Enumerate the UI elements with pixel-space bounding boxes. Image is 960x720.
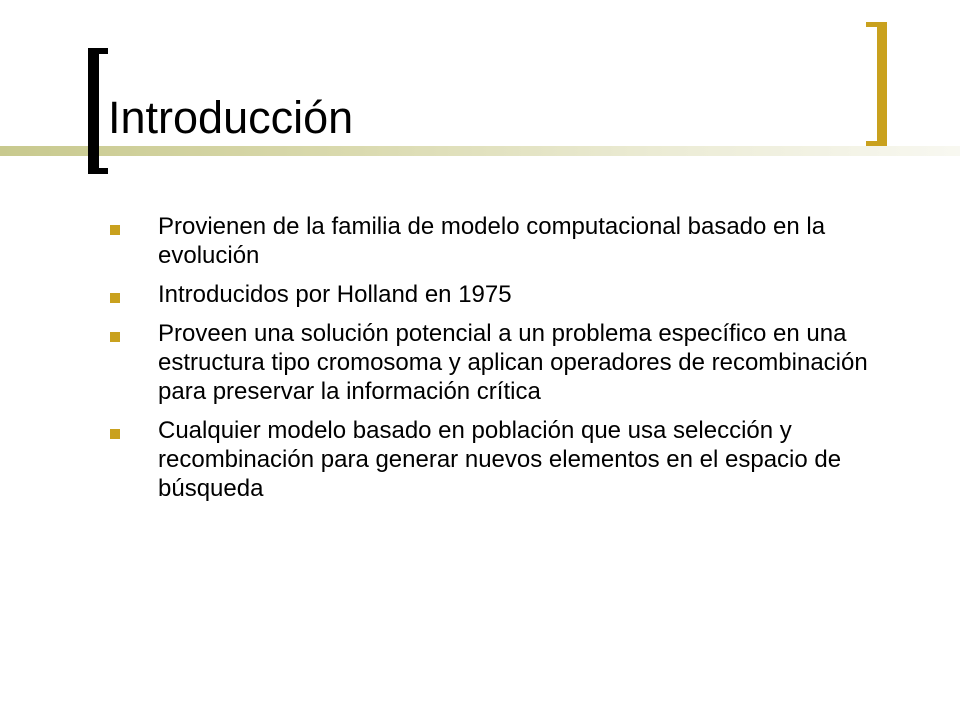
square-bullet-icon	[110, 332, 120, 342]
square-bullet-icon	[110, 293, 120, 303]
bullet-text: Provienen de la familia de modelo computacional basado en la evolución	[158, 213, 826, 269]
slide-title: Introducción	[108, 92, 354, 143]
bullet-item	[110, 319, 870, 406]
square-bullet-icon	[110, 225, 120, 235]
left-bracket-decoration	[88, 48, 108, 174]
square-bullet-icon	[110, 429, 120, 439]
bullet-text: Proveen una solución potencial a un problema específico en una estructura tipo cromosoma y aplican operadores de recombinación para preservar la información crítica	[158, 320, 868, 405]
bullet-text: Introducidos por Holland en 1975	[158, 281, 512, 308]
bullet-item	[110, 280, 870, 309]
right-bracket-decoration	[866, 22, 887, 146]
title-underline-band	[0, 146, 960, 156]
bullet-item	[110, 416, 870, 503]
bullet-item	[110, 212, 870, 270]
bullet-list	[110, 212, 870, 513]
bullet-text: Cualquier modelo basado en población que usa selección y recombinación para generar nuevos elementos en el espacio de búsqueda	[158, 417, 842, 502]
